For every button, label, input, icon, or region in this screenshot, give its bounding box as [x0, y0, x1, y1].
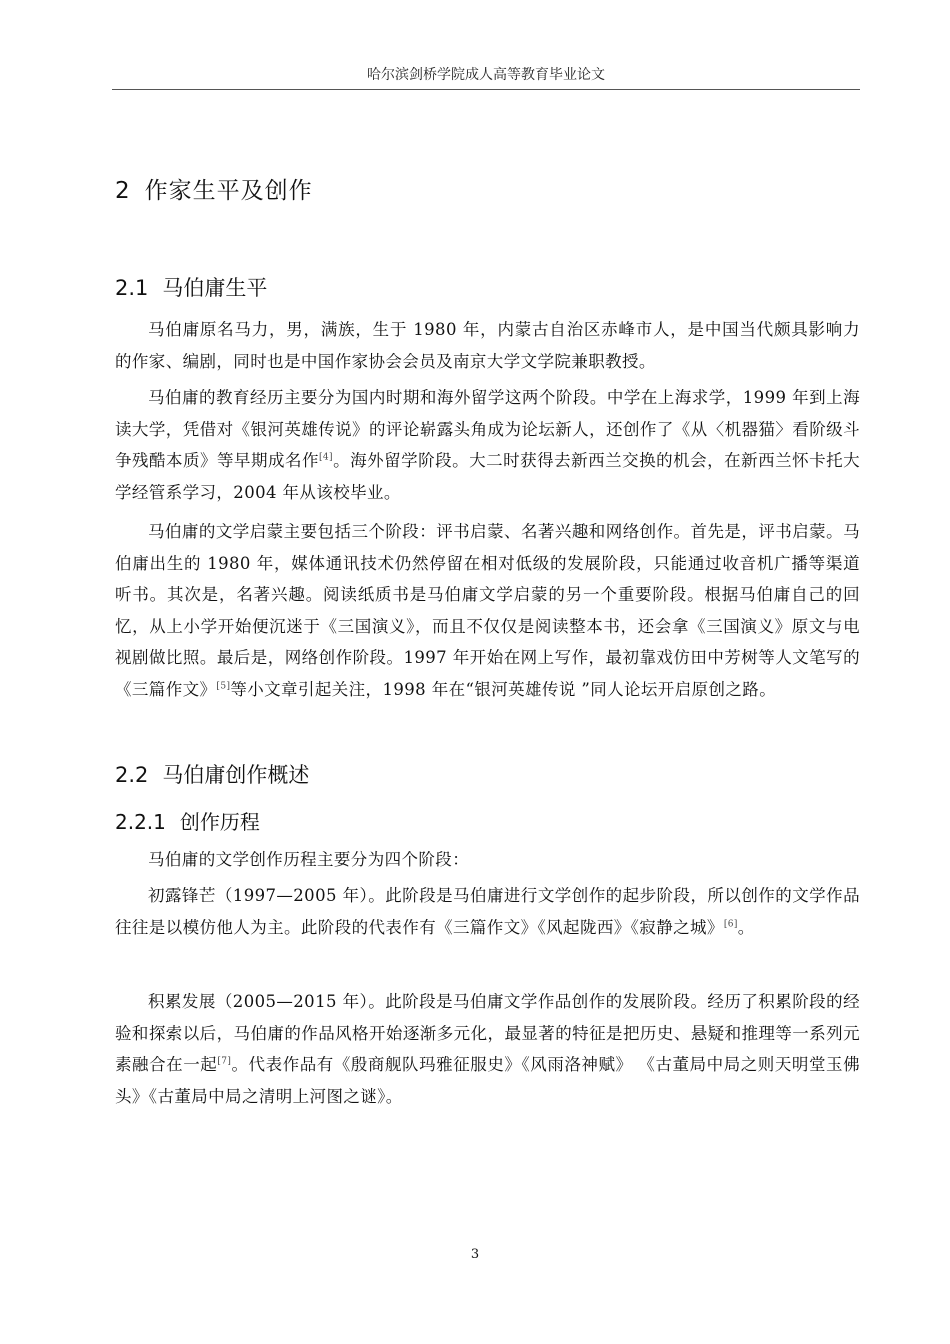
paragraph-stage-development	[115, 986, 860, 1112]
paragraph-biography-intro: 马伯庸原名马力，男，满族，生于 1980 年，内蒙古自治区赤峰市人，是中国当代颇具影响力的作家、编剧，同时也是中国作家协会会员及南京大学文学院兼职教授。	[115, 320, 860, 371]
section-number: 2.2	[115, 763, 149, 787]
paragraph-literary-enlightenment	[115, 516, 860, 706]
paragraph-creation-stages: 马伯庸的文学创作历程主要分为四个阶段：	[148, 850, 470, 869]
chapter-heading	[115, 172, 313, 205]
subsection-heading-2-2-1	[115, 806, 260, 835]
citation-marker: [4]	[319, 452, 333, 463]
section-number: 2.1	[115, 276, 149, 300]
citation-marker: [7]	[217, 1056, 232, 1067]
chapter-title: 作家生平及创作	[144, 178, 313, 204]
section-heading-2-2	[115, 759, 309, 789]
paragraph-text: 。代表作品有《殷商舰队玛雅征服史》《风雨洛神赋》 《古董局中局之则天明堂玉佛头》《古董局中局之清明上河图之谜》。	[115, 1055, 860, 1106]
paragraph-text: 。	[737, 917, 755, 937]
paragraph-text: 初露锋芒（1997—2005 年）。此阶段是马伯庸进行文学创作的起步阶段，所以创作的文学作品往往是以模仿他人为主。此阶段的代表作有《三篇作文》《风起陇西》《寂静之城》	[115, 886, 860, 937]
paragraph-text: 马伯庸的文学启蒙主要包括三个阶段：评书启蒙、名著兴趣和网络创作。首先是，评书启蒙。马伯庸出生的 1980 年，媒体通讯技术仍然停留在相对低级的发展阶段，只能通过收音机广播等渠道听书。其次是，名著兴趣。阅读纸质书是马伯庸文学启蒙的另一个重要阶段。根据马伯庸自己的回忆，从上小学开始便沉迷于《三国演义》，而且不仅仅是阅读整本书，还会拿《三国演义》原文与电视剧做比照。最后是，网络创作阶段。1997 年开始在网上写作，最初靠戏仿田中芳树等人文笔写的《三篇作文》	[115, 522, 860, 699]
section-heading-2-1	[115, 272, 267, 302]
paragraph-text: 马伯庸的教育经历主要分为国内时期和海外留学这两个阶段。中学在上海求学，1999 年到上海读大学，凭借对《银河英雄传说》的评论崭露头角成为论坛新人，还创作了《从〈机器猫〉看阶级斗争残酷本质》等早期成名作	[115, 388, 860, 471]
header-rule	[112, 89, 860, 90]
subsection-title: 创作历程	[179, 810, 260, 834]
paragraph-text: 等小文章引起关注，1998 年在“银河英雄传说 ”同人论坛开启原创之路。	[230, 679, 777, 699]
paragraph-text: 积累发展（2005—2015 年）。此阶段是马伯庸文学作品创作的发展阶段。经历了积累阶段的经验和探索以后，马伯庸的作品风格开始逐渐多元化，最显著的特征是把历史、悬疑和推理等一系列元素融合在一起	[115, 992, 860, 1075]
chapter-number: 2	[115, 178, 131, 204]
paragraph-education	[115, 382, 860, 508]
section-title: 马伯庸创作概述	[162, 763, 310, 787]
section-title: 马伯庸生平	[162, 276, 268, 300]
paragraph-stage-early	[115, 880, 860, 943]
citation-marker: [6]	[723, 919, 738, 930]
paragraph-text: 。海外留学阶段。大二时获得去新西兰交换的机会，在新西兰怀卡托大学经管系学习，2004 年从该校毕业。	[115, 451, 860, 502]
subsection-number: 2.2.1	[115, 810, 166, 834]
running-header: 哈尔滨剑桥学院成人高等教育毕业论文	[367, 67, 605, 83]
citation-marker: [5]	[216, 681, 231, 692]
page-number: 3	[470, 1247, 480, 1262]
